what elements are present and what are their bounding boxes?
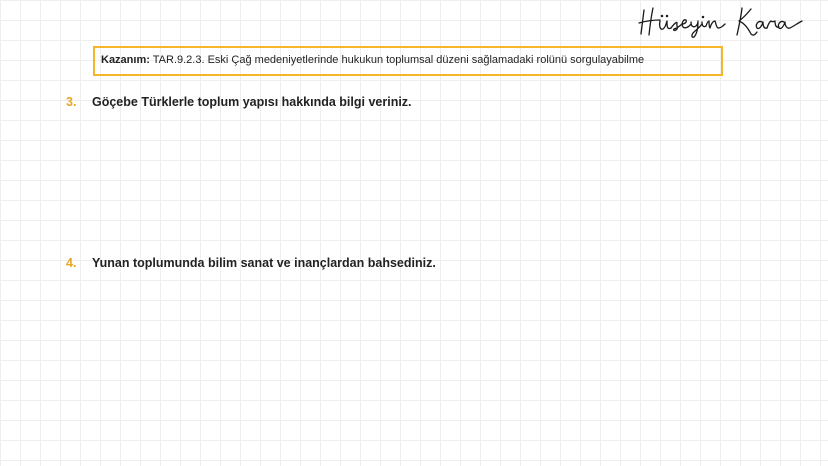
signature-handwriting <box>638 4 804 38</box>
signature <box>638 4 804 38</box>
kazanim-label: Kazanım: <box>101 54 150 66</box>
question-number: 4. <box>66 256 77 270</box>
question-4 <box>66 255 436 271</box>
question-text: Göçebe Türklerle toplum yapısı hakkında bilgi veriniz. <box>92 95 412 109</box>
kazanim-box <box>93 46 723 76</box>
question-number: 3. <box>66 95 77 109</box>
kazanim-text: TAR.9.2.3. Eski Çağ medeniyetlerinde hukukun toplumsal düzeni sağlamadaki rolünü sorgulayabilme <box>152 54 645 66</box>
question-text: Yunan toplumunda bilim sanat ve inançlardan bahsediniz. <box>92 256 436 270</box>
question-3 <box>66 94 412 110</box>
